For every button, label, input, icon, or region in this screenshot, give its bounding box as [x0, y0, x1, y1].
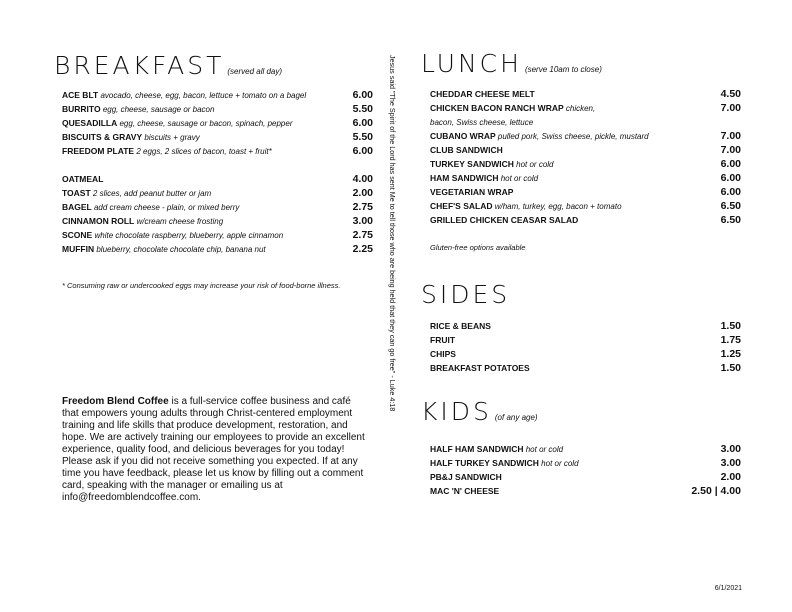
item-price: 6.50 — [720, 200, 741, 212]
item-desc: pulled pork, Swiss cheese, pickle, mustard — [497, 132, 649, 141]
item-desc: bacon, Swiss cheese, lettuce — [430, 118, 534, 127]
item-name: BURRITO — [62, 104, 101, 114]
kids-subtitle: (of any age) — [494, 413, 538, 422]
item-price: 2.25 — [352, 243, 373, 255]
item-price: 6.00 — [720, 172, 741, 184]
item-desc: w/ham, turkey, egg, bacon + tomato — [494, 202, 622, 211]
item-price: 6.00 — [352, 89, 373, 101]
item-price: 6.50 — [720, 214, 741, 226]
menu-item — [430, 456, 741, 470]
item-desc: 2 slices, add peanut butter or jam — [92, 189, 212, 198]
item-price: 1.25 — [720, 348, 741, 360]
item-name: TOAST — [62, 188, 91, 198]
item-desc: egg, cheese, sausage or bacon — [102, 105, 215, 114]
menu-item — [62, 130, 373, 144]
item-price: 4.00 — [352, 173, 373, 185]
item-price: 7.00 — [720, 130, 741, 142]
menu-item — [430, 101, 741, 115]
item-name: MAC 'N' CHEESE — [430, 486, 500, 496]
item-name: ACE BLT — [62, 90, 99, 100]
item-price: 3.00 — [720, 457, 741, 469]
spacer — [62, 158, 373, 172]
item-name: BREAKFAST POTATOES — [430, 363, 530, 373]
item-price: 6.00 — [352, 117, 373, 129]
menu-item — [430, 213, 741, 227]
menu-item — [430, 185, 741, 199]
menu-item — [62, 228, 373, 242]
menu-item — [62, 186, 373, 200]
sides-title: SIDES — [421, 280, 511, 309]
menu-item — [430, 484, 741, 498]
item-desc: hot or cold — [516, 160, 554, 169]
about-text: is a full-service coffee business and café that empowers young adults through Christ-centered employment training and life skills that produce development, restoration, and hope. We are actively training our employees to provide an excellent experience, quality food, and delicious beverages for you today! Please ask if you did not receive something you expected. If at any time you have feedback, please let us know by filling out a comment card, speaking with the manager or emailing us at info@freedomblendcoffee.com. — [62, 396, 365, 503]
lunch-heading — [421, 50, 602, 84]
item-desc: blueberry, chocolate chocolate chip, banana nut — [96, 245, 266, 254]
menu-item — [430, 470, 741, 484]
lunch-title: LUNCH — [421, 49, 522, 78]
item-price: 1.50 — [720, 320, 741, 332]
item-price: 6.00 — [720, 186, 741, 198]
item-desc: add cream cheese - plain, or mixed berry — [93, 203, 240, 212]
menu-item — [430, 199, 741, 213]
about-paragraph — [62, 396, 367, 504]
item-name: SCONE — [62, 230, 93, 240]
item-name: BAGEL — [62, 202, 92, 212]
item-name: CHICKEN BACON RANCH WRAP — [430, 103, 564, 113]
menu-item — [62, 242, 373, 256]
menu-item — [62, 116, 373, 130]
item-price: 2.50 | 4.00 — [691, 485, 741, 497]
item-price: 4.50 — [720, 88, 741, 100]
item-name: RICE & BEANS — [430, 321, 491, 331]
item-desc: hot or cold — [541, 459, 579, 468]
item-price: 5.50 — [352, 131, 373, 143]
item-price: 3.00 — [720, 443, 741, 455]
breakfast-subtitle: (served all day) — [227, 67, 283, 76]
menu-item — [430, 361, 741, 375]
breakfast-title: BREAKFAST — [54, 51, 225, 80]
item-desc: chicken, — [565, 104, 596, 113]
item-name: VEGETARIAN WRAP — [430, 187, 514, 197]
menu-item — [430, 319, 741, 333]
item-desc: white chocolate raspberry, blueberry, apple cinnamon — [94, 231, 284, 240]
sides-heading — [421, 281, 510, 309]
item-name: HALF TURKEY SANDWICH — [430, 458, 539, 468]
breakfast-heading — [54, 52, 282, 86]
item-desc: w/cream cheese frosting — [136, 217, 224, 226]
item-name: QUESADILLA — [62, 118, 118, 128]
item-name: CHEDDAR CHEESE MELT — [430, 89, 535, 99]
item-price: 3.00 — [352, 215, 373, 227]
menu-item — [430, 157, 741, 171]
item-name: TURKEY SANDWICH — [430, 159, 514, 169]
scripture-verse: Jesus said "The Spirit of the Lord has sent Me to tell those who are being held that they can go free" - Luke 4:18 — [388, 55, 397, 412]
item-name: OATMEAL — [62, 174, 104, 184]
item-name: FREEDOM PLATE — [62, 146, 135, 156]
lunch-subtitle: (serve 10am to close) — [524, 65, 602, 74]
menu-item — [62, 172, 373, 186]
menu-item — [430, 347, 741, 361]
verse-column — [385, 55, 399, 485]
item-name: CHEF'S SALAD — [430, 201, 493, 211]
item-price: 6.00 — [352, 145, 373, 157]
item-price: 2.00 — [352, 187, 373, 199]
item-name: GRILLED CHICKEN CEASAR SALAD — [430, 215, 579, 225]
item-desc: hot or cold — [500, 174, 539, 183]
item-desc: hot or cold — [525, 445, 564, 454]
item-price: 2.75 — [352, 229, 373, 241]
item-desc: biscuits + gravy — [144, 133, 200, 142]
menu-item — [62, 214, 373, 228]
item-price: 1.75 — [720, 334, 741, 346]
item-name: CHIPS — [430, 349, 456, 359]
gluten-free-note: Gluten-free options available — [430, 243, 526, 252]
about-brand: Freedom Blend Coffee — [62, 396, 169, 407]
item-price: 2.00 — [720, 471, 741, 483]
menu-item — [430, 143, 741, 157]
item-desc: egg, cheese, sausage or bacon, spinach, pepper — [119, 119, 293, 128]
item-desc: 2 eggs, 2 slices of bacon, toast + fruit* — [136, 147, 272, 156]
item-price: 7.00 — [720, 144, 741, 156]
menu-item — [430, 115, 741, 129]
breakfast-items — [62, 88, 373, 256]
menu-item — [62, 88, 373, 102]
item-price: 7.00 — [720, 102, 741, 114]
menu-item — [62, 144, 373, 158]
sides-items — [430, 319, 741, 375]
item-name: CINNAMON ROLL — [62, 216, 135, 226]
item-name: CUBANO WRAP — [430, 131, 496, 141]
item-name: BISCUITS & GRAVY — [62, 132, 143, 142]
item-price: 1.50 — [720, 362, 741, 374]
item-name: CLUB SANDWICH — [430, 145, 503, 155]
item-name: PB&J SANDWICH — [430, 472, 502, 482]
lunch-items — [430, 87, 741, 227]
item-price: 6.00 — [720, 158, 741, 170]
menu-item — [430, 87, 741, 101]
kids-items — [430, 442, 741, 498]
item-name: FRUIT — [430, 335, 456, 345]
menu-item — [430, 171, 741, 185]
kids-heading — [421, 398, 538, 432]
item-name: MUFFIN — [62, 244, 95, 254]
item-desc: avocado, cheese, egg, bacon, lettuce + tomato on a bagel — [100, 91, 307, 100]
menu-item — [430, 129, 741, 143]
item-price: 5.50 — [352, 103, 373, 115]
item-name: HAM SANDWICH — [430, 173, 499, 183]
egg-warning-note: * Consuming raw or undercooked eggs may increase your risk of food-borne illness. — [62, 281, 341, 290]
menu-item — [62, 200, 373, 214]
menu-item — [430, 333, 741, 347]
menu-item — [430, 442, 741, 456]
menu-item — [62, 102, 373, 116]
item-price: 2.75 — [352, 201, 373, 213]
kids-title: KIDS — [421, 397, 492, 426]
item-name: HALF HAM SANDWICH — [430, 444, 524, 454]
menu-date: 6/1/2021 — [714, 585, 742, 592]
